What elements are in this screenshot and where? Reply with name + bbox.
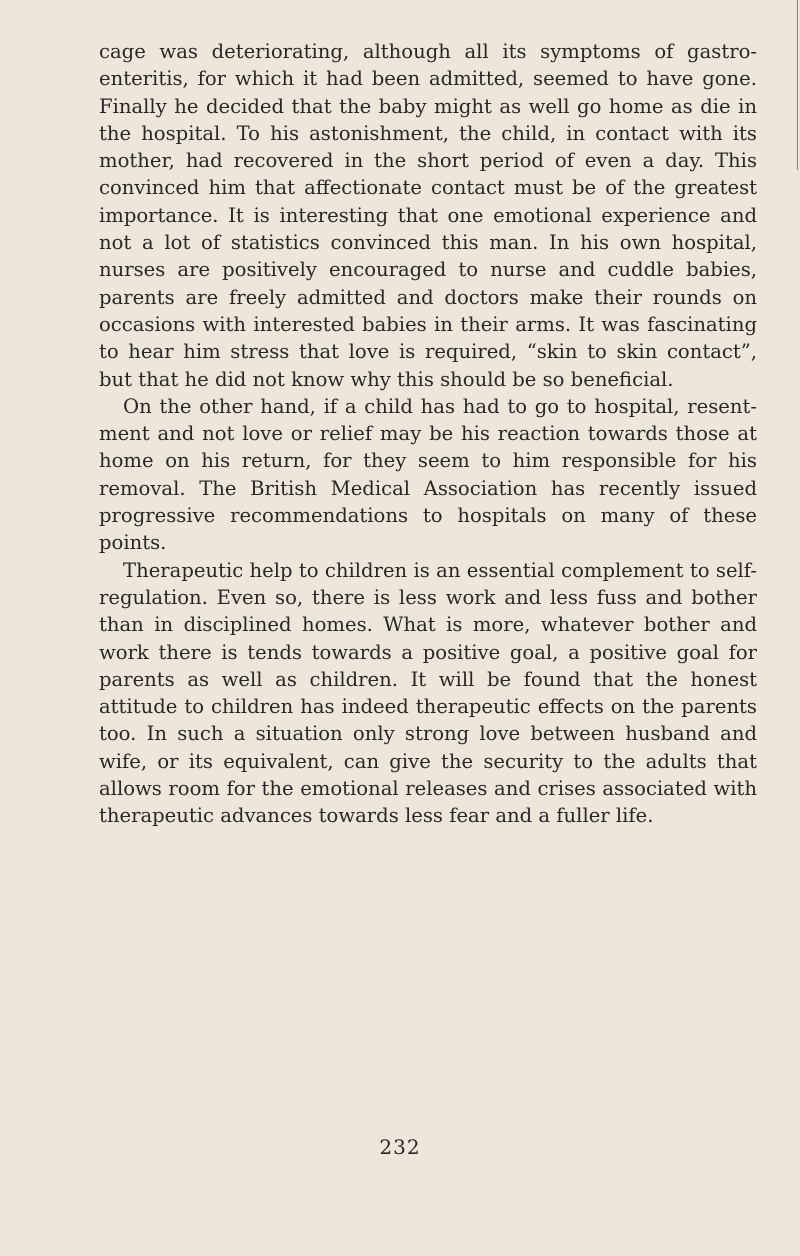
paragraph-3: Therapeutic help to children is an essential complement to self-regulation. Even so, there is less work and less fuss and bother than in disciplined homes. What is more, whatever bother and work there is tends towards a positive goal, a positive goal for parents as well as children. It will be found that the honest attitude to children has indeed therapeutic effects on the parents too. In such a situation only strong love between husband and wife, or its equivalent, can give the security to the adults that allows room for the emotional releases and crises associated with therapeutic advances towards less fear and a fuller life. [99,558,757,828]
page-edge-line [797,0,798,170]
paragraph-1: cage was deteriorating, although all its symptoms of gastro-enteritis, for which it had been admitted, seemed to have gone. Finally he decided that the baby might as well go home as die in the hospital. To his astonishment, the child, in contact with its mother, had recovered in the short period of even a day. This convinced him that affectionate contact must be of the greatest importance. It is interesting that one emotional experience and not a lot of statistics convinced this man. In his own hospital, nurses are positively encouraged to nurse and cuddle babies, parents are freely admitted and doctors make their rounds on occasions with interested babies in their arms. It was fascinating to hear him stress that love is required, “skin to skin contact”, but that he did not know why this should be so beneficial. [99,40,757,391]
page-number: 232 [379,1135,421,1159]
paragraph-2: On the other hand, if a child has had to go to hospital, resent-ment and not love or relief may be his reaction towards those at home on his return, for they seem to him responsible for his removal. The British Medical Association has recently issued progressive recommendations to hospitals on many of these points. [99,394,757,555]
body-text [99,38,757,830]
